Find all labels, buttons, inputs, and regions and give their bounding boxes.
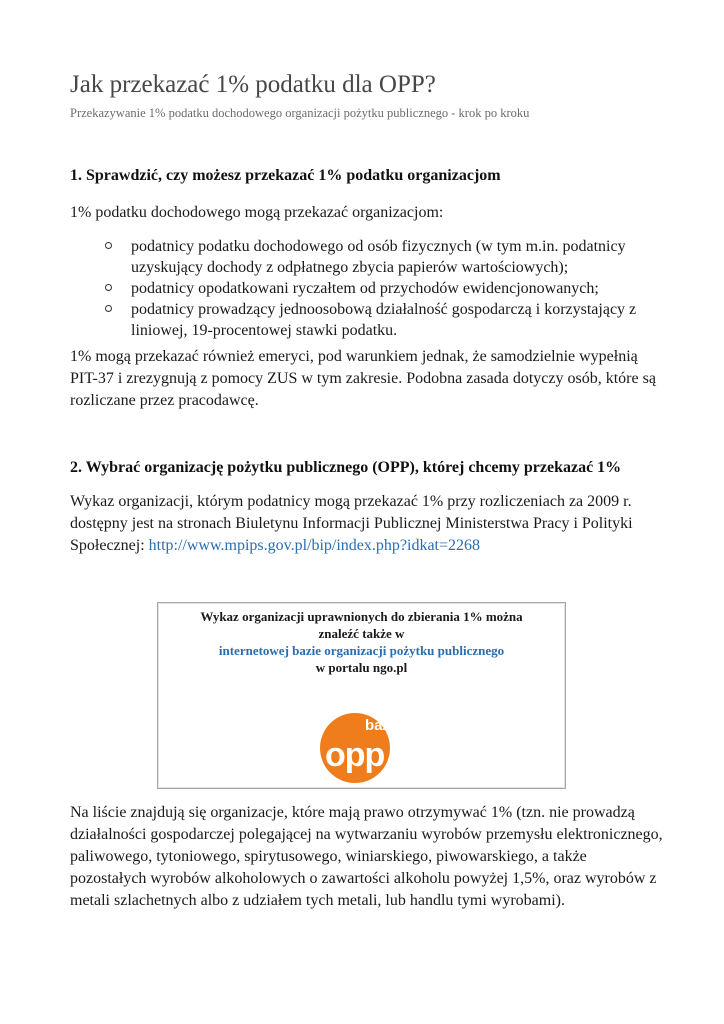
page-title: Jak przekazać 1% podatku dla OPP? (70, 71, 436, 98)
section-1-heading: 1. Sprawdzić, czy możesz przekazać 1% podatku organizacjom (70, 167, 501, 184)
logo-word-main: opp (325, 736, 385, 774)
info-box-text (158, 608, 565, 676)
list-item (105, 299, 665, 341)
list-item (105, 278, 665, 299)
list-item (105, 236, 665, 278)
info-box-line-3: w portalu ngo.pl (315, 660, 408, 675)
section-2-paragraph (70, 491, 665, 557)
section-2-heading: 2. Wybrać organizację pożytku publicznego (OPP), której chcemy przekazać 1% (70, 459, 622, 476)
eligible-taxpayers-list (105, 236, 665, 341)
opp-database-link[interactable]: internetowej bazie organizacji pożytku publicznego (218, 643, 505, 658)
baza-opp-logo[interactable] (319, 707, 399, 787)
mpips-list-link[interactable]: http://www.mpips.gov.pl/bip/index.php?idkat=2268 (148, 537, 481, 554)
opp-database-info-box (157, 602, 566, 789)
logo-word-top: baza (365, 717, 399, 734)
list-item-text: podatnicy podatku dochodowego od osób fizycznych (w tym m.in. podatnicy uzyskujący dochody z odpłatnego zbycia papierów wartościowych); (131, 238, 626, 276)
section-1-intro: 1% podatku dochodowego mogą przekazać organizacjom: (70, 204, 444, 221)
page-subtitle: Przekazywanie 1% podatku dochodowego organizacji pożytku publicznego - krok po kroku (70, 106, 530, 120)
circle-bullet-icon (105, 305, 112, 312)
section-1-note: 1% mogą przekazać również emeryci, pod warunkiem jednak, że samodzielnie wypełnią PIT-37 i zrezygnują z pomocy ZUS w tym zakresie. Podobna zasada dotyczy osób, które są rozliczane przez pracodawcę. (70, 348, 656, 409)
info-box-line-2: znaleźć także w (318, 626, 405, 641)
list-item-text: podatnicy opodatkowani ryczałtem od przychodów ewidencjonowanych; (131, 280, 599, 297)
circle-bullet-icon (105, 242, 112, 249)
section-2-closing: Na liście znajdują się organizacje, które mają prawo otrzymywać 1% (tzn. nie prowadzą działalności gospodarczej polegającej na wytwarzaniu wyrobów przemysłu elektronicznego, paliwowego, tytoniowego, spirytusowego, winiarskiego, piwowarskiego, a także pozostałych wyrobów alkoholowych o zawartości alkoholu powyżej 1,5%, oraz wyrobów z metali szlachetnych albo z udziałem tych metali, lub handlu tymi wyrobami). (70, 804, 663, 909)
list-item-text: podatnicy prowadzący jednoosobową działalność gospodarczą i korzystający z liniowej, 19-procentowej stawki podatku. (131, 301, 637, 339)
info-box-line-1: Wykaz organizacji uprawnionych do zbierania 1% można (200, 609, 523, 624)
section-2-paragraph-text: Wykaz organizacji, którym podatnicy mogą przekazać 1% przy rozliczeniach za 2009 r. dostępny jest na stronach Biuletynu Informacji Publicznej Ministerstwa Pracy i Polityki Społecznej: (70, 493, 633, 554)
circle-bullet-icon (105, 284, 112, 291)
